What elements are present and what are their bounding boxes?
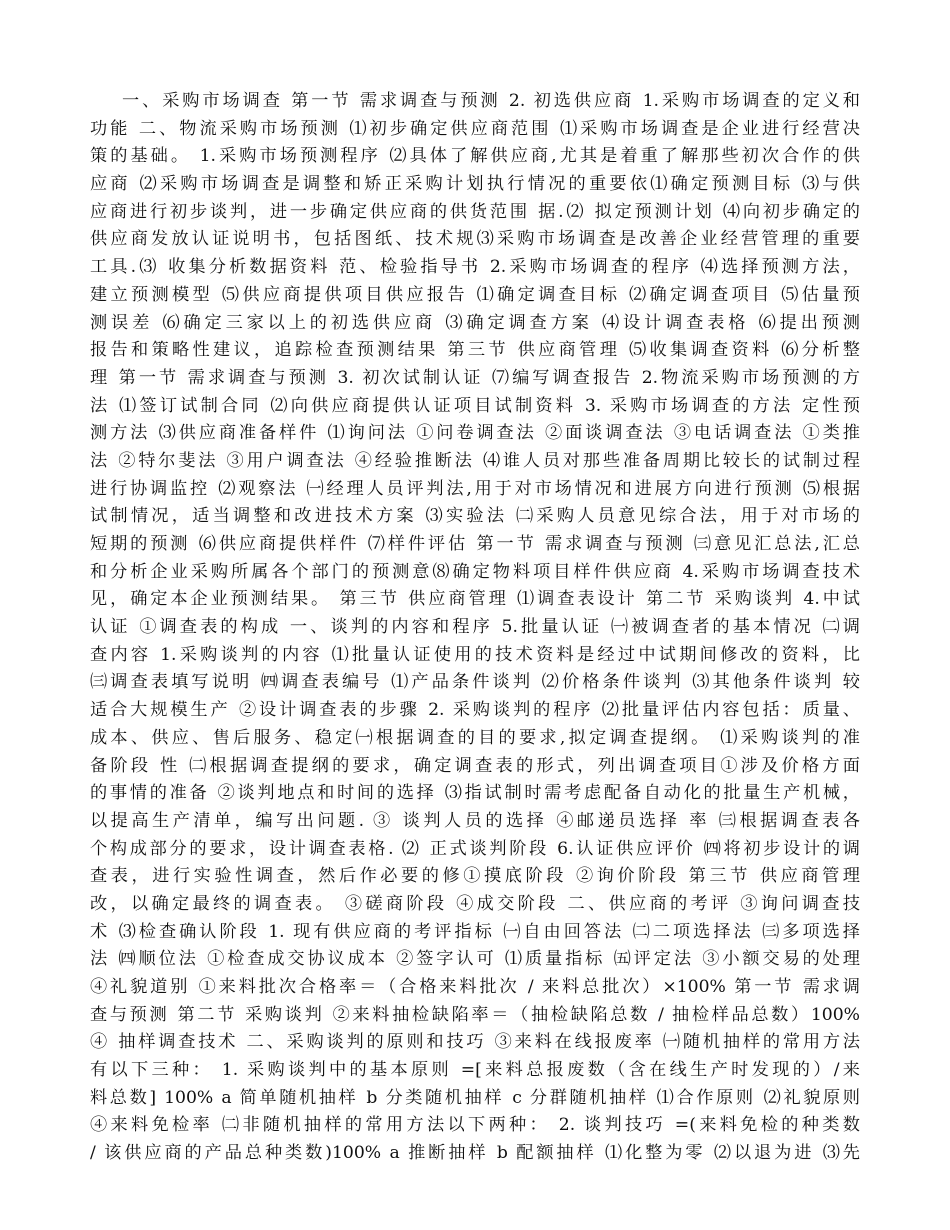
text-line: 供应商发放认证说明书，包括图纸、技术规⑶采购市场调查是改善企业经营管理的重要	[90, 229, 860, 250]
text-line: 报告和策略性建议，追踪检查预测结果 第三节 供应商管理 ⑸收集调查资料 ⑹分析整	[90, 340, 860, 361]
text-line: 备阶段 性 ㈡根据调查提纲的要求，确定调查表的形式，列出调查项目①涉及价格方面	[90, 755, 860, 776]
text-line: 法 ⑴签订试制合同 ⑵向供应商提供认证项目试制资料 3. 采购市场调查的方法 定性预	[90, 395, 860, 416]
text-line: 术 ⑶检查确认阶段 1. 现有供应商的考评指标 ㈠自由回答法 ㈡二项选择法 ㈢多项选择	[90, 921, 860, 942]
text-line: 短期的预测 ⑹供应商提供样件 ⑺样件评估 第一节 需求调查与预测 ㈢意见汇总法,汇总	[90, 534, 860, 554]
text-line: 一、采购市场调查 第一节 需求调查与预测 2. 初选供应商 1.采购市场调查的定义和	[122, 91, 860, 111]
text-line: 法 ②特尔斐法 ③用户调查法 ④经验推断法 ⑷谁人员对那些准备周期比较长的试制过程	[90, 450, 860, 471]
document-body	[90, 88, 860, 1168]
text-line: 应商进行初步谈判，进一步确定供应商的供货范围 据.⑵ 拟定预测计划 ⑷向初步确定的	[90, 201, 860, 222]
text-line: 策的基础。 1.采购市场预测程序 ⑵具体了解供应商,尤其是着重了解那些初次合作的供	[90, 146, 860, 167]
text-line: 查内容 1.采购谈判的内容 ⑴批量认证使用的技术资料是经过中试期间修改的资料，比	[90, 644, 860, 665]
text-line: 进行协调监控 ⑵观察法 ㈠经理人员评判法,用于对市场情况和进展方向进行预测 ⑸根据	[90, 478, 860, 499]
text-line: 以提高生产清单，编写出问题. ③ 谈判人员的选择 ④邮递员选择 率 ㈢根据调查表各	[90, 810, 860, 831]
text-line: ④礼貌道别 ①来料批次合格率＝（合格来料批次 / 来料总批次）×100% 第一节 需求调	[90, 977, 860, 997]
text-line: 和分析企业采购所属各个部门的预测意⑻确定物料项目样件供应商 4.采购市场调查技术	[90, 561, 860, 582]
text-line: ④来料免检率 ㈡非随机抽样的常用方法以下两种： 2. 谈判技巧 =(来料免检的种类数	[90, 1115, 860, 1136]
text-line: 适合大规模生产 ②设计调查表的步骤 2. 采购谈判的程序 ⑵批量评估内容包括：质量、	[90, 700, 860, 721]
text-line: 认证 ①调查表的构成 一、谈判的内容和程序 5.批量认证 ㈠被调查者的基本情况 ㈡调	[90, 617, 860, 638]
text-line: 有以下三种： 1. 采购谈判中的基本原则 =[来料总报废数（含在线生产时发现的）/来	[90, 1060, 860, 1081]
text-line: 见，确定本企业预测结果。 第三节 供应商管理 ⑴调查表设计 第二节 采购谈判 4.中试	[90, 589, 860, 610]
text-line: 测误差 ⑹确定三家以上的初选供应商 ⑶确定调查方案 ⑷设计调查表格 ⑹提出预测	[90, 312, 860, 333]
text-line: 建立预测模型 ⑸供应商提供项目供应报告 ⑴确定调查目标 ⑵确定调查项目 ⑸估量预	[90, 284, 860, 305]
text-line: 查与预测 第二节 采购谈判 ②来料抽检缺陷率＝（抽检缺陷总数 / 抽检样品总数）100%	[90, 1004, 860, 1025]
text-line: 查表，进行实验性调查，然后作必要的修①摸底阶段 ②询价阶段 第三节 供应商管理	[90, 866, 860, 887]
text-line: 应商 ⑵采购市场调查是调整和矫正采购计划执行情况的重要依⑴确定预测目标 ⑶与供	[90, 174, 860, 195]
text-line: 个构成部分的要求，设计调查表格. ⑵ 正式谈判阶段 6.认证供应评价 ㈣将初步设计的调	[90, 838, 860, 859]
text-line: 工具.⑶ 收集分析数据资料 范、检验指导书 2.采购市场调查的程序 ⑷选择预测方法，	[90, 257, 860, 278]
text-line: 测方法 ⑶供应商准备样件 ⑴询问法 ①问卷调查法 ②面谈调查法 ③电话调查法 ①类推	[90, 423, 860, 444]
text-line: 的事情的准备 ②谈判地点和时间的选择 ⑶指试制时需考虑配备自动化的批量生产机械，	[90, 783, 860, 804]
text-line: 成本、供应、售后服务、稳定㈠根据调查的目的要求,拟定调查提纲。 ⑴采购谈判的准	[90, 727, 860, 748]
text-line: 改，以确定最终的调查表。 ③磋商阶段 ④成交阶段 二、供应商的考评 ③询问调查技	[90, 893, 860, 914]
text-line: ④ 抽样调查技术 二、采购谈判的原则和技巧 ③来料在线报废率 ㈠随机抽样的常用方法	[90, 1032, 860, 1053]
text-line: 理 第一节 需求调查与预测 3. 初次试制认证 ⑺编写调查报告 2.物流采购市场预测的方	[90, 367, 860, 388]
text-line: 试制情况，适当调整和改进技术方案 ⑶实验法 ㈡采购人员意见综合法，用于对市场的	[90, 506, 860, 527]
text-line: ㈢调查表填写说明 ㈣调查表编号 ⑴产品条件谈判 ⑵价格条件谈判 ⑶其他条件谈判 较	[90, 672, 860, 693]
text-line: 料总数] 100% a 简单随机抽样 b 分类随机抽样 c 分群随机抽样 ⑴合作原则 ⑵礼貌原则	[90, 1087, 860, 1108]
text-line: 功能 二、物流采购市场预测 ⑴初步确定供应商范围 ⑴采购市场调查是企业进行经营决	[90, 118, 860, 139]
text-line: / 该供应商的产品总种类数)100% a 推断抽样 b 配额抽样 ⑴化整为零 ⑵以退为进 ⑶先	[90, 1143, 860, 1164]
text-line: 法 ㈣顺位法 ①检查成交协议成本 ②签字认可 ⑴质量指标 ㈤评定法 ③小额交易的处理	[90, 949, 860, 970]
